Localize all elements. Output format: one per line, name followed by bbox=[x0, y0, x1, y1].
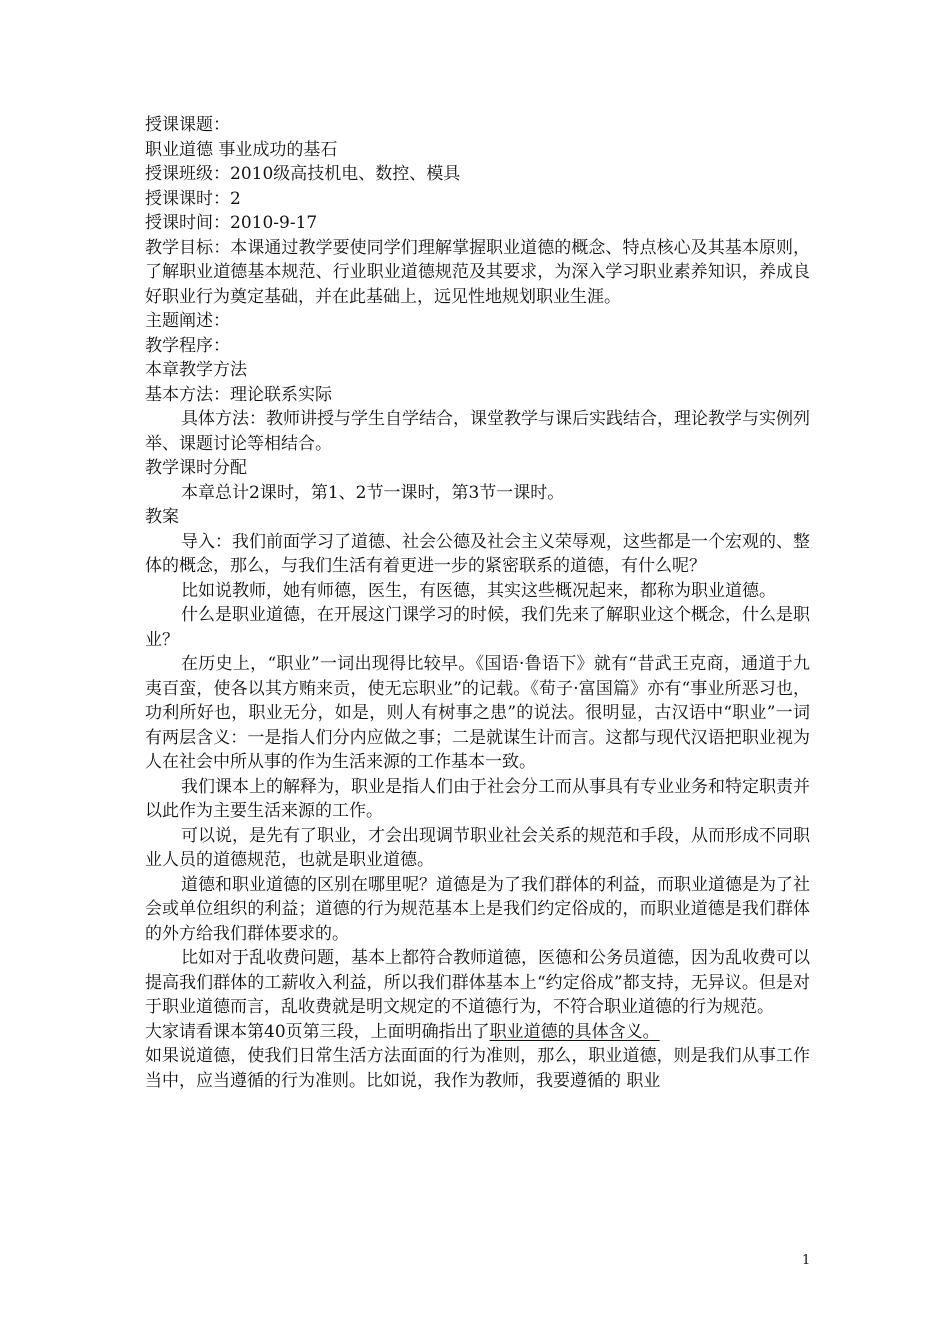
allocation-heading: 教学课时分配 bbox=[145, 458, 247, 478]
date-line: 授课时间：2010-9-17 bbox=[145, 213, 318, 233]
basic-method: 基本方法：理论联系实际 bbox=[145, 384, 332, 405]
lesson-paragraph: 道德和职业道德的区别在哪里呢？道德是为了我们群体的利益，而职业道德是为了社会或单位组织的利益；道德的行为规范基本上是我们约定俗成的，而职业道德是我们群体的外方给我们群体要求的。 bbox=[145, 874, 810, 944]
textbook-reference-text: 大家请看课本第40页第三段，上面明确指出了 bbox=[145, 1021, 490, 1042]
hours-line: 授课课时：2 bbox=[145, 188, 241, 209]
topic-title: 职业道德 事业成功的基石 bbox=[145, 139, 338, 160]
lesson-paragraph: 导入：我们前面学习了道德、社会公德及社会主义荣辱观，这些都是一个宏观的、整体的概念，那么，与我们生活有着更进一步的紧密联系的道德，有什么呢？ bbox=[145, 531, 810, 576]
document-body bbox=[145, 113, 810, 1093]
lesson-heading: 教案 bbox=[145, 507, 179, 527]
objective-paragraph: 教学目标：本课通过教学要使同学们理解掌握职业道德的概念、特点核心及其基本原则，了解职业道德基本规范、行业职业道德规范及其要求，为深入学习职业素养知识，养成良好职业行为奠定基础，并在此基础上，远见性地规划职业生涯。 bbox=[145, 237, 810, 307]
theme-label: 主题阐述： bbox=[145, 311, 230, 331]
specific-method: 具体方法：教师讲授与学生自学结合，课堂教学与课后实践结合，理论教学与实例列举、课题讨论等相结合。 bbox=[145, 409, 810, 454]
lesson-paragraph: 比如说教师，她有师德，医生，有医德，其实这些概况起来，都称为职业道德。 bbox=[181, 580, 776, 601]
lesson-paragraph: 可以说，是先有了职业，才会出现调节职业社会关系的规范和手段，从而形成不同职业人员的道德规范，也就是职业道德。 bbox=[145, 825, 810, 870]
class-line: 授课班级：2010级高技机电、数控、模具 bbox=[145, 164, 461, 184]
textbook-reference-underlined: 职业道德的具体含义。 bbox=[489, 1021, 660, 1042]
closing-paragraph: 如果说道德，使我们日常生活方法面面的行为准则，那么，职业道德，则是我们从事工作当中，应当遵循的行为准则。比如说，我作为教师，我要遵循的 职业 bbox=[145, 1046, 810, 1091]
allocation-text: 本章总计2课时，第1、2节一课时，第3节一课时。 bbox=[181, 482, 565, 503]
methods-heading: 本章教学方法 bbox=[145, 360, 247, 380]
topic-label: 授课课题： bbox=[145, 115, 230, 135]
lesson-paragraph: 在历史上，“职业”一词出现得比较早。《国语·鲁语下》就有“昔武王克商，通道于九夷百蛮，使各以其方贿来贡，使无忘职业”的记载。《荀子·富国篇》亦有“事业所恶习也，功利所好也，职业无分，如是，则人有树事之患”的说法。很明显，古汉语中“职业”一词有两层含义：一是指人们分内应做之事；二是就谋生计而言。这都与现代汉语把职业视为人在社会中所从事的作为生活来源的工作基本一致。 bbox=[145, 654, 810, 772]
lesson-paragraph: 什么是职业道德，在开展这门课学习的时候，我们先来了解职业这个概念，什么是职业？ bbox=[145, 605, 810, 650]
procedure-label: 教学程序： bbox=[145, 335, 230, 356]
page-number: 1 bbox=[802, 1253, 811, 1268]
textbook-reference bbox=[145, 1020, 810, 1045]
lesson-paragraph: 我们课本上的解释为，职业是指人们由于社会分工而从事具有专业业务和特定职责并以此作为主要生活来源的工作。 bbox=[145, 776, 810, 821]
lesson-paragraph: 比如对于乱收费问题，基本上都符合教师道德，医德和公务员道德，因为乱收费可以提高我们群体的工薪收入利益，所以我们群体基本上“约定俗成”都支持，无异议。但是对于职业道德而言，乱收费就是明文规定的不道德行为，不符合职业道德的行为规范。 bbox=[145, 948, 810, 1017]
